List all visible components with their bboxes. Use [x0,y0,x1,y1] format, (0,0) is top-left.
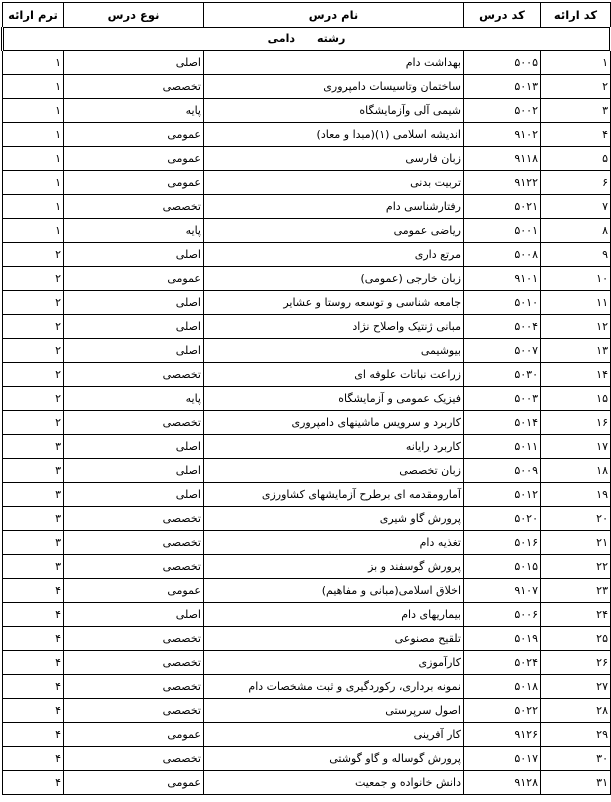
cell-offer-code: ۳۰ [541,747,611,771]
header-offer-term: ترم ارائه [3,3,64,28]
cell-course-code: ۵۰۲۱ [464,195,541,219]
cell-offer-code: ۳۱ [541,771,611,795]
cell-course-code: ۵۰۰۳ [464,387,541,411]
table-row [3,147,611,171]
cell-course-code: ۹۱۱۸ [464,147,541,171]
cell-course-type: اصلی [64,243,204,267]
cell-course-code: ۵۰۰۱ [464,219,541,243]
cell-offer-term: ۳ [3,507,64,531]
cell-offer-code: ۲۰ [541,507,611,531]
cell-course-type: تخصصی [64,555,204,579]
cell-course-type: عمومی [64,771,204,795]
table-row [3,75,611,99]
cell-offer-code: ۱۰ [541,267,611,291]
cell-course-code: ۵۰۱۲ [464,483,541,507]
table-row [3,435,611,459]
header-course-code: کد درس [464,3,541,28]
cell-course-code: ۵۰۲۲ [464,699,541,723]
cell-course-code: ۵۰۱۹ [464,627,541,651]
cell-course-code: ۹۱۰۱ [464,267,541,291]
cell-course-code: ۵۰۱۵ [464,555,541,579]
major-value: دامی [267,32,296,45]
table-row [3,627,611,651]
cell-offer-term: ۴ [3,723,64,747]
table-row [3,99,611,123]
cell-course-code: ۵۰۲۴ [464,651,541,675]
cell-offer-code: ۲۹ [541,723,611,747]
cell-course-type: اصلی [64,315,204,339]
cell-offer-code: ۱ [541,51,611,75]
cell-course-code: ۵۰۰۸ [464,243,541,267]
table-row [3,747,611,771]
major-label: رشته [317,32,346,45]
cell-course-type: تخصصی [64,75,204,99]
cell-offer-term: ۴ [3,627,64,651]
cell-offer-term: ۳ [3,435,64,459]
table-row [3,723,611,747]
cell-course-name: جامعه شناسی و توسعه روستا و عشایر [204,291,464,315]
cell-course-type: تخصصی [64,627,204,651]
table-row [3,339,611,363]
table-row [3,195,611,219]
cell-course-name: زبان خارجی (عمومی) [204,267,464,291]
cell-offer-code: ۲۴ [541,603,611,627]
cell-offer-term: ۴ [3,579,64,603]
cell-offer-code: ۳ [541,99,611,123]
cell-offer-term: ۱ [3,171,64,195]
cell-course-type: عمومی [64,723,204,747]
cell-course-code: ۵۰۰۶ [464,603,541,627]
cell-course-code: ۹۱۲۶ [464,723,541,747]
cell-offer-term: ۳ [3,555,64,579]
table-row [3,363,611,387]
table-row [3,675,611,699]
cell-course-type: تخصصی [64,195,204,219]
cell-course-name: پرورش گوسفند و بز [204,555,464,579]
cell-course-name: تلقیح مصنوعی [204,627,464,651]
cell-course-code: ۵۰۱۷ [464,747,541,771]
cell-offer-code: ۲۷ [541,675,611,699]
cell-course-type: تخصصی [64,675,204,699]
cell-course-type: اصلی [64,339,204,363]
cell-offer-code: ۲۲ [541,555,611,579]
cell-course-type: تخصصی [64,699,204,723]
cell-course-name: ریاضی عمومی [204,219,464,243]
cell-course-name: بهداشت دام [204,51,464,75]
table-row [3,219,611,243]
cell-offer-term: ۱ [3,147,64,171]
cell-course-code: ۵۰۲۰ [464,507,541,531]
cell-offer-code: ۱۸ [541,459,611,483]
cell-course-name: دانش خانواده و جمعیت [204,771,464,795]
table-row [3,699,611,723]
cell-offer-code: ۲۱ [541,531,611,555]
cell-course-type: اصلی [64,291,204,315]
cell-offer-term: ۴ [3,747,64,771]
cell-course-name: آمارومقدمه ای برطرح آزمایشهای کشاورزی [204,483,464,507]
table-row [3,291,611,315]
table-row [3,507,611,531]
cell-course-type: پایه [64,99,204,123]
cell-offer-term: ۴ [3,651,64,675]
cell-course-name: زبان فارسی [204,147,464,171]
cell-offer-code: ۲ [541,75,611,99]
cell-course-name: مبانی ژنتیک واصلاح نژاد [204,315,464,339]
cell-offer-code: ۴ [541,123,611,147]
cell-course-name: کاربرد و سرویس ماشینهای دامپروری [204,411,464,435]
cell-course-code: ۵۰۰۴ [464,315,541,339]
major-row [3,28,611,51]
cell-course-name: پرورش گاو شیری [204,507,464,531]
header-row [3,3,611,28]
cell-course-name: تغذیه دام [204,531,464,555]
cell-offer-term: ۲ [3,339,64,363]
cell-offer-term: ۳ [3,531,64,555]
cell-course-name: کارآموزی [204,651,464,675]
cell-course-name: بیوشیمی [204,339,464,363]
table-row [3,603,611,627]
cell-course-type: تخصصی [64,531,204,555]
cell-course-type: اصلی [64,459,204,483]
cell-offer-code: ۶ [541,171,611,195]
cell-course-name: اخلاق اسلامی(مبانی و مفاهیم) [204,579,464,603]
cell-course-code: ۹۱۰۲ [464,123,541,147]
cell-course-name: زراعت نباتات علوفه ای [204,363,464,387]
table-row [3,579,611,603]
table-row [3,267,611,291]
cell-course-code: ۵۰۱۱ [464,435,541,459]
cell-offer-code: ۲۶ [541,651,611,675]
cell-course-type: پایه [64,387,204,411]
cell-course-code: ۹۱۰۷ [464,579,541,603]
cell-offer-code: ۱۱ [541,291,611,315]
cell-course-code: ۵۰۰۹ [464,459,541,483]
cell-course-name: بیماریهای دام [204,603,464,627]
cell-offer-term: ۴ [3,771,64,795]
cell-course-name: فیزیک عمومی و آزمایشگاه [204,387,464,411]
cell-course-type: تخصصی [64,507,204,531]
cell-offer-code: ۱۲ [541,315,611,339]
cell-course-name: تربیت بدنی [204,171,464,195]
curriculum-table [1,2,611,795]
cell-offer-term: ۴ [3,675,64,699]
table-row [3,651,611,675]
cell-course-name: کاربرد رایانه [204,435,464,459]
table-row [3,531,611,555]
cell-offer-term: ۴ [3,603,64,627]
cell-course-type: اصلی [64,435,204,459]
cell-offer-code: ۱۹ [541,483,611,507]
cell-offer-term: ۱ [3,219,64,243]
cell-offer-term: ۲ [3,387,64,411]
cell-course-type: اصلی [64,483,204,507]
cell-course-name: اصول سرپرستی [204,699,464,723]
cell-course-type: عمومی [64,171,204,195]
cell-course-code: ۵۰۱۸ [464,675,541,699]
table-row [3,771,611,795]
cell-course-name: ساختمان وتاسیسات دامپروری [204,75,464,99]
cell-course-name: پرورش گوساله و گاو گوشتی [204,747,464,771]
cell-course-name: کار آفرینی [204,723,464,747]
table-row [3,555,611,579]
cell-course-code: ۵۰۱۰ [464,291,541,315]
major-cell [3,28,611,51]
cell-offer-code: ۱۳ [541,339,611,363]
cell-course-code: ۵۰۰۷ [464,339,541,363]
cell-course-code: ۵۰۱۳ [464,75,541,99]
cell-course-type: تخصصی [64,363,204,387]
cell-course-type: تخصصی [64,411,204,435]
cell-course-type: عمومی [64,267,204,291]
cell-offer-code: ۱۶ [541,411,611,435]
cell-offer-term: ۱ [3,51,64,75]
cell-course-code: ۹۱۲۲ [464,171,541,195]
cell-offer-term: ۲ [3,267,64,291]
cell-course-code: ۵۰۱۴ [464,411,541,435]
cell-course-name: اندیشه اسلامی (۱)(مبدا و معاد) [204,123,464,147]
cell-offer-term: ۲ [3,291,64,315]
table-row [3,483,611,507]
cell-course-code: ۹۱۲۸ [464,771,541,795]
cell-course-type: اصلی [64,603,204,627]
cell-offer-code: ۷ [541,195,611,219]
cell-offer-term: ۱ [3,99,64,123]
cell-offer-term: ۱ [3,75,64,99]
cell-offer-term: ۴ [3,699,64,723]
cell-offer-code: ۲۵ [541,627,611,651]
cell-offer-code: ۲۸ [541,699,611,723]
cell-offer-term: ۲ [3,363,64,387]
cell-course-code: ۵۰۳۰ [464,363,541,387]
header-course-type: نوع درس [64,3,204,28]
cell-offer-term: ۳ [3,459,64,483]
table-row [3,459,611,483]
header-course-name: نام درس [204,3,464,28]
cell-offer-code: ۵ [541,147,611,171]
cell-offer-code: ۹ [541,243,611,267]
table-row [3,387,611,411]
table-row [3,315,611,339]
cell-course-name: نمونه برداری، رکوردگیری و ثبت مشخصات دام [204,675,464,699]
cell-course-type: عمومی [64,123,204,147]
cell-offer-term: ۲ [3,315,64,339]
cell-offer-code: ۱۵ [541,387,611,411]
table-row [3,411,611,435]
cell-course-name: مرتع داری [204,243,464,267]
cell-course-code: ۵۰۱۶ [464,531,541,555]
cell-offer-code: ۸ [541,219,611,243]
cell-course-code: ۵۰۰۵ [464,51,541,75]
cell-course-type: عمومی [64,147,204,171]
cell-offer-term: ۳ [3,483,64,507]
cell-offer-term: ۲ [3,243,64,267]
cell-offer-code: ۲۳ [541,579,611,603]
cell-course-code: ۵۰۰۲ [464,99,541,123]
cell-course-type: پایه [64,219,204,243]
cell-course-type: عمومی [64,579,204,603]
table-row [3,243,611,267]
cell-course-name: رفتارشناسی دام [204,195,464,219]
table-row [3,171,611,195]
cell-offer-code: ۱۴ [541,363,611,387]
cell-course-type: اصلی [64,51,204,75]
cell-offer-term: ۱ [3,195,64,219]
header-offer-code: کد ارائه [541,3,611,28]
table-row [3,51,611,75]
cell-course-name: زبان تخصصی [204,459,464,483]
cell-course-name: شیمی آلی وآزمایشگاه [204,99,464,123]
table-row [3,123,611,147]
cell-course-type: تخصصی [64,747,204,771]
cell-offer-term: ۱ [3,123,64,147]
cell-course-type: تخصصی [64,651,204,675]
cell-offer-term: ۲ [3,411,64,435]
cell-offer-code: ۱۷ [541,435,611,459]
